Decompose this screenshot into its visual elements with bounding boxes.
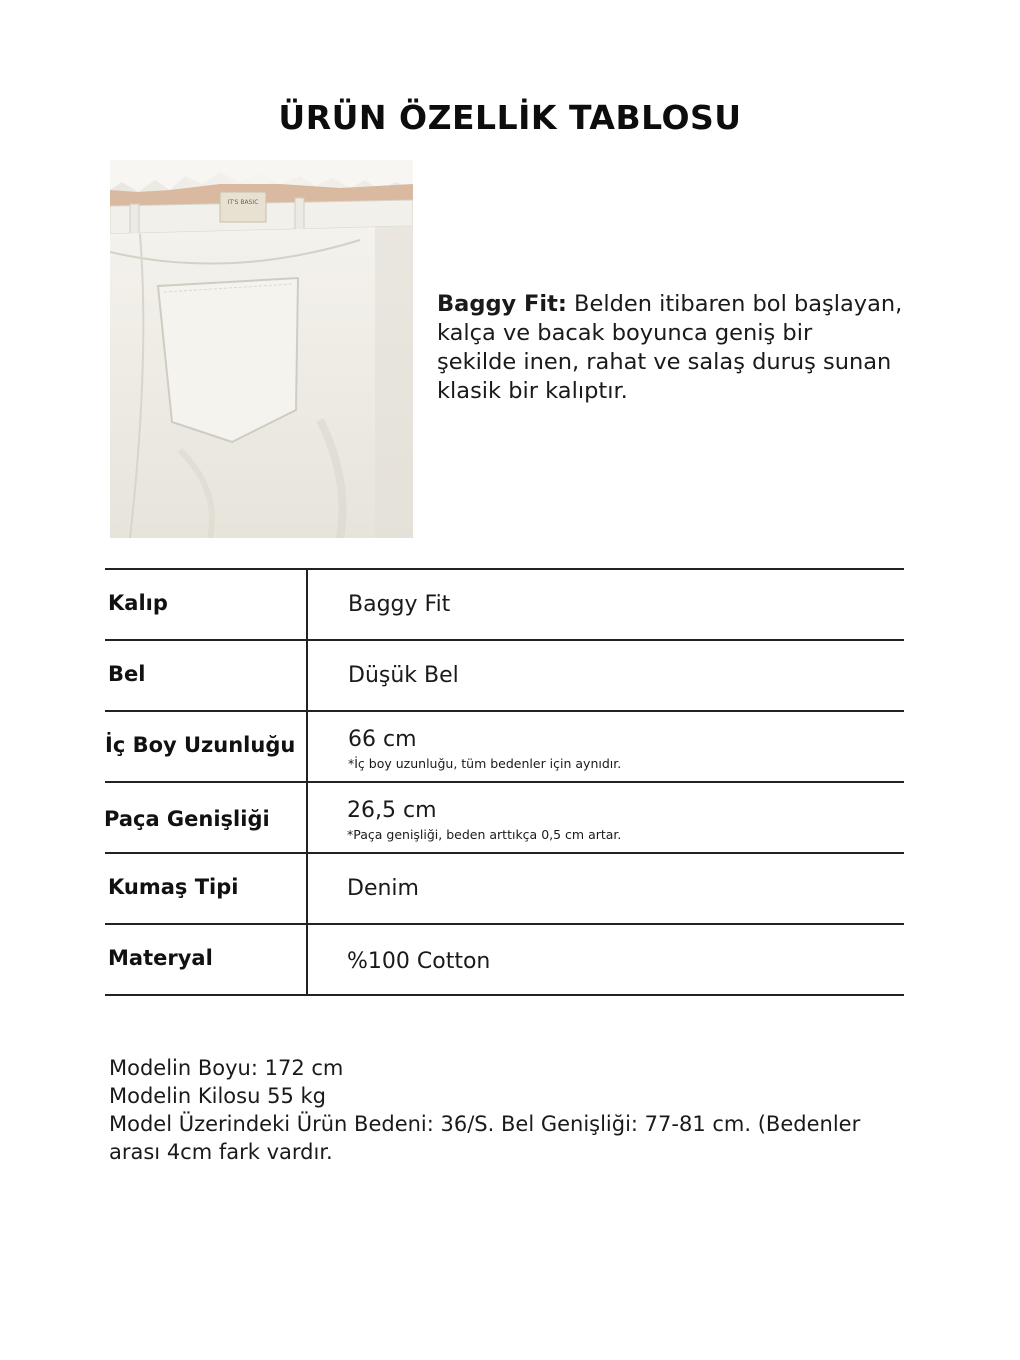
fit-description xyxy=(437,290,927,406)
spec-value: 26,5 cm xyxy=(347,798,437,823)
fit-description-label: Baggy Fit: xyxy=(437,291,567,317)
spec-value: Düşük Bel xyxy=(348,663,459,688)
column-divider xyxy=(306,854,308,925)
spec-row-kumas xyxy=(105,854,904,925)
spec-value: %100 Cotton xyxy=(347,949,491,974)
spec-row-materyal xyxy=(105,925,904,996)
column-divider xyxy=(306,641,308,712)
spec-label: Materyal xyxy=(108,946,213,970)
spec-note: *İç boy uzunluğu, tüm bedenler için aynıdır. xyxy=(348,756,622,771)
fit-description-line: şekilde inen, rahat ve salaş duruş sunan xyxy=(437,349,892,375)
model-info-line: Modelin Boyu: 172 cm xyxy=(109,1056,344,1080)
spec-label: Paça Genişliği xyxy=(104,807,270,831)
spec-table xyxy=(105,568,904,996)
label-brand-text: IT'S BASIC xyxy=(227,199,259,206)
spec-row-bel xyxy=(105,641,904,712)
spec-row-paca xyxy=(105,783,904,854)
spec-label: Kumaş Tipi xyxy=(108,875,239,899)
column-divider xyxy=(306,712,308,783)
model-info-line: Modelin Kilosu 55 kg xyxy=(109,1084,326,1108)
fit-description-line: Belden itibaren bol başlayan, xyxy=(566,291,903,317)
spec-row-ic-boy xyxy=(105,712,904,783)
model-info xyxy=(109,1054,909,1166)
spec-label: İç Boy Uzunluğu xyxy=(105,733,296,757)
fit-description-line: klasik bir kalıptır. xyxy=(437,378,628,404)
spec-value: 66 cm xyxy=(348,727,417,752)
spec-row-kalip xyxy=(105,570,904,641)
spec-note: *Paça genişliği, beden arttıkça 0,5 cm artar. xyxy=(347,827,622,842)
spec-value: Denim xyxy=(347,876,419,901)
fit-description-line: kalça ve bacak boyunca geniş bir xyxy=(437,320,813,346)
column-divider xyxy=(306,570,308,641)
column-divider xyxy=(306,783,308,854)
column-divider xyxy=(306,925,308,996)
page-title: ÜRÜN ÖZELLİK TABLOSU xyxy=(278,98,742,137)
model-info-line: arası 4cm fark vardır. xyxy=(109,1140,333,1164)
spec-label: Bel xyxy=(108,662,146,686)
spec-label: Kalıp xyxy=(108,591,168,615)
model-info-line: Model Üzerindeki Ürün Bedeni: 36/S. Bel Genişliği: 77-81 cm. (Bedenler xyxy=(109,1112,861,1136)
product-photo xyxy=(110,160,413,538)
spec-value: Baggy Fit xyxy=(348,592,451,617)
